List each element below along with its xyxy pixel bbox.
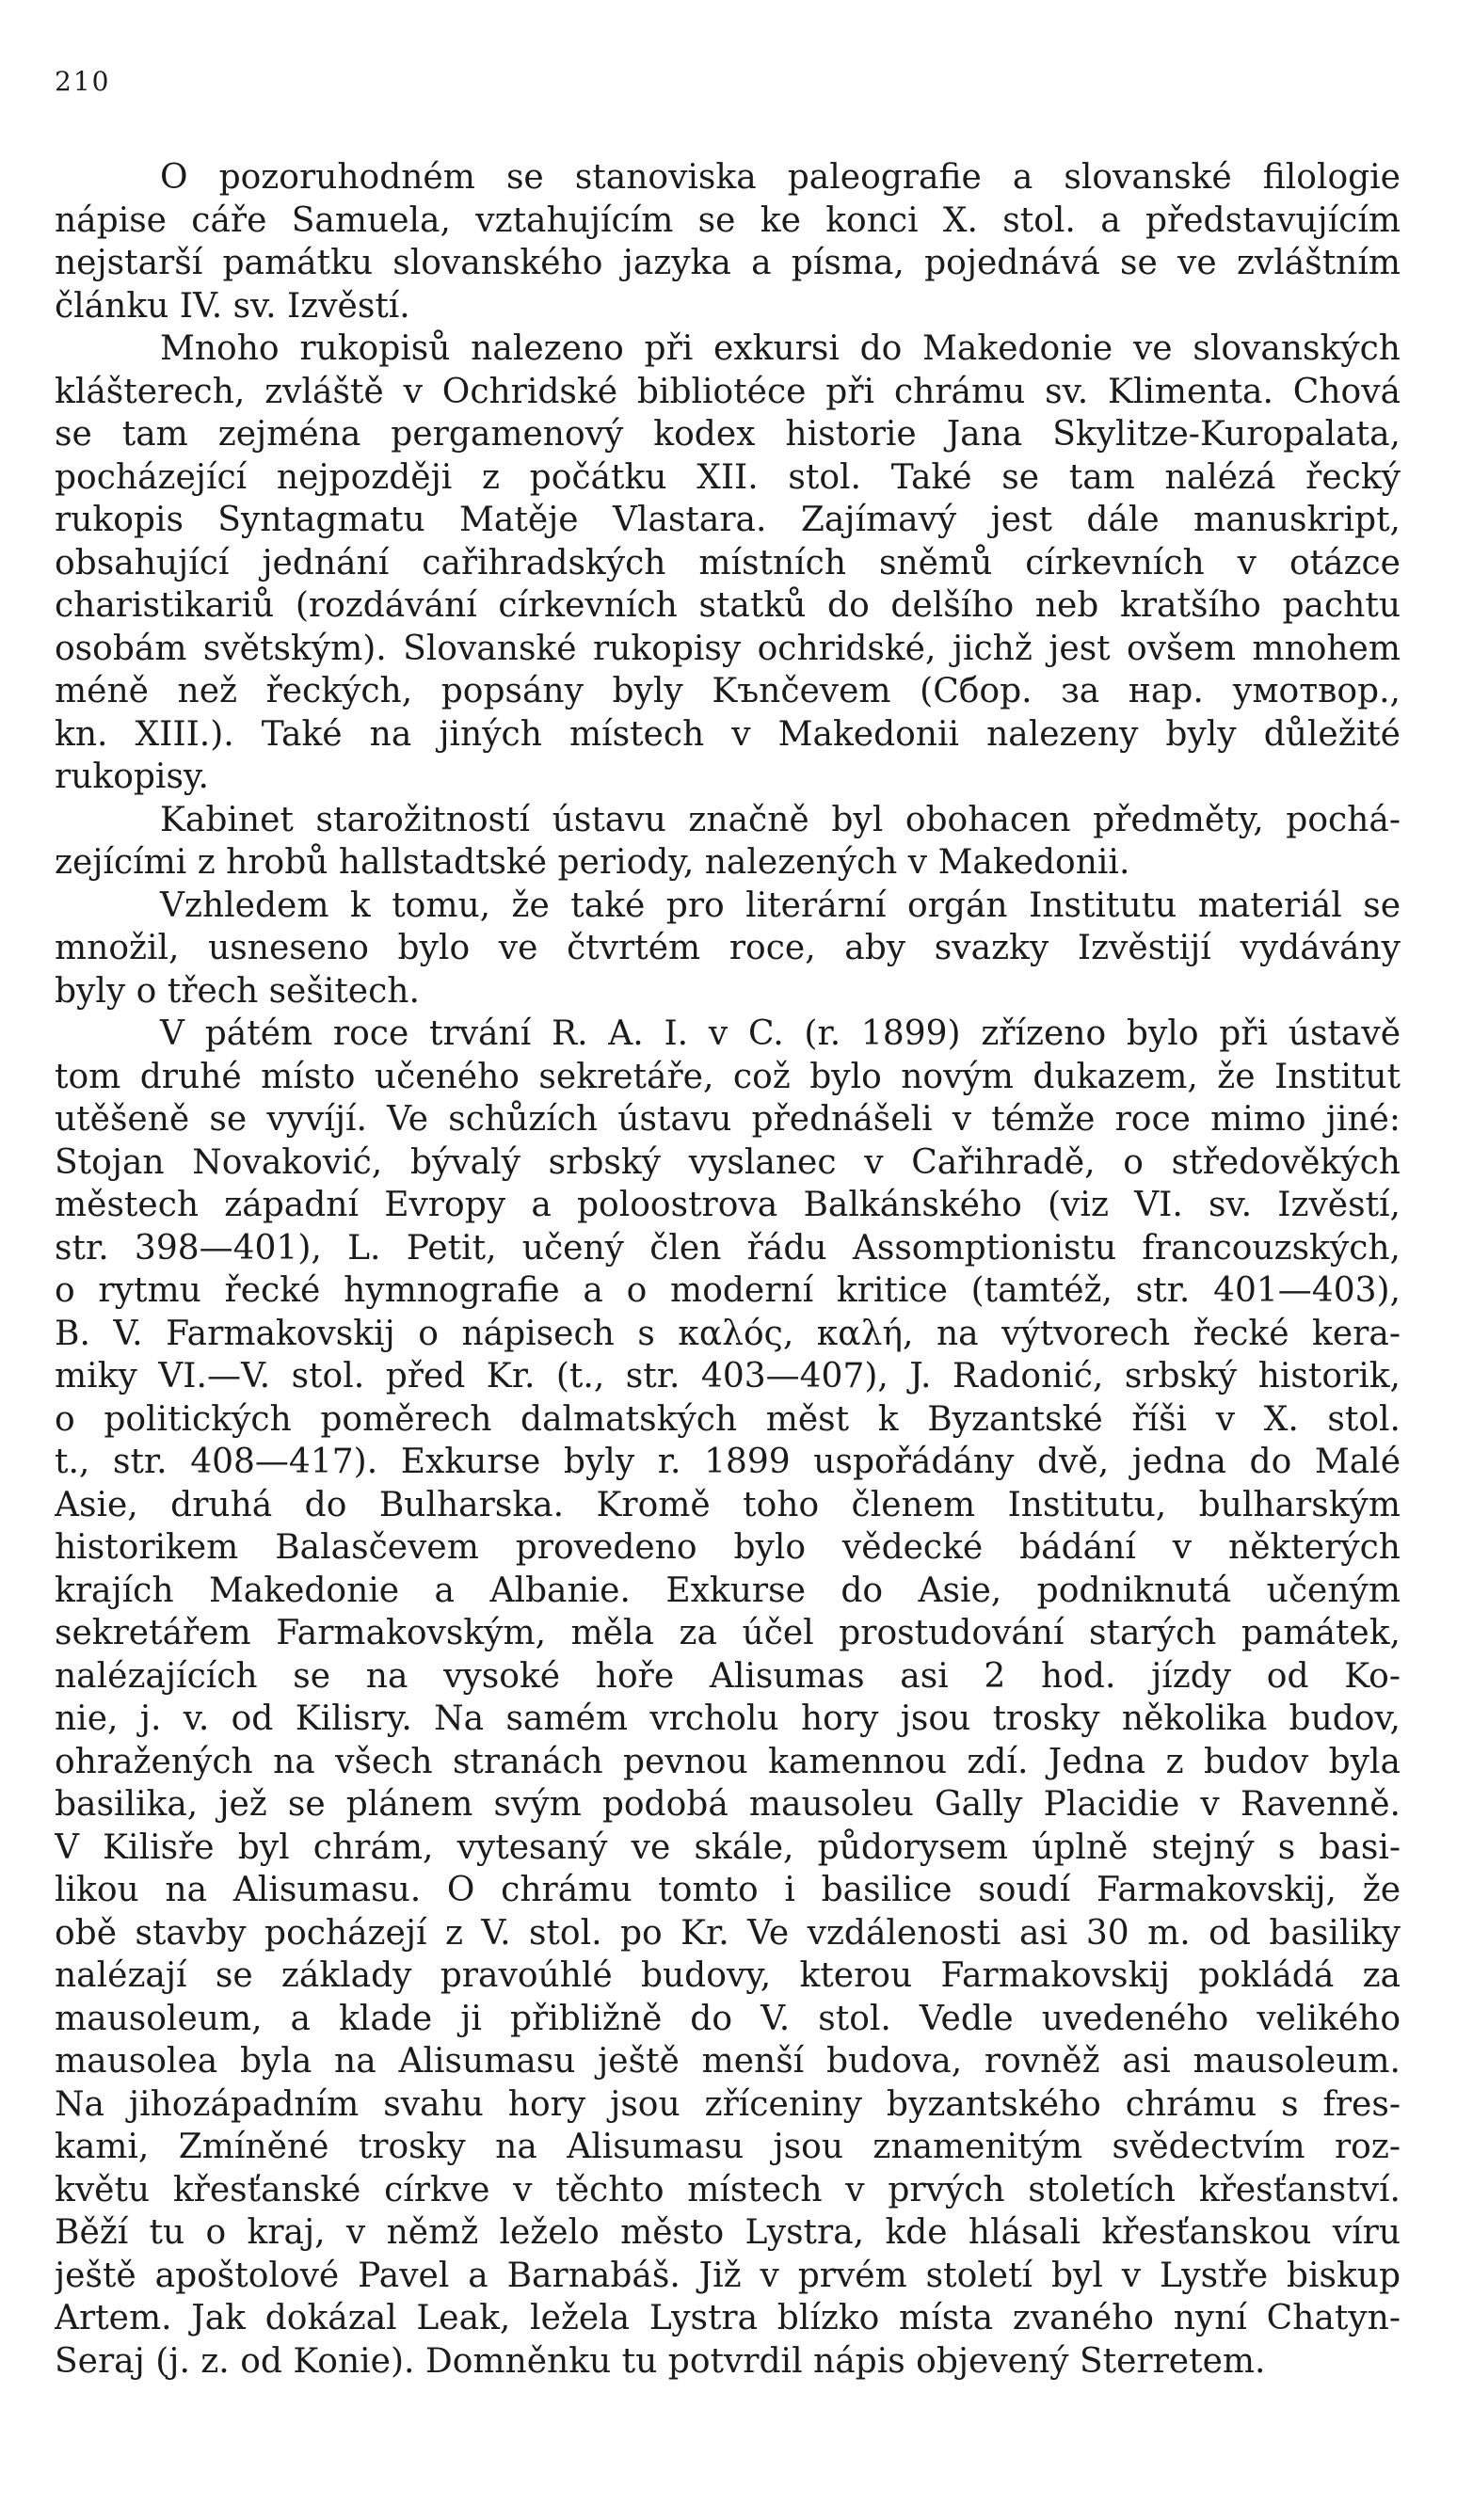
text-line: tom druhé místo učeného sekretáře, což bylo novým dukazem, že Institut [55,1057,1401,1096]
page-number: 210 [55,66,111,97]
text-line: množil, usneseno bylo ve čtvrtém roce, aby svazky Izvěstijí vydávány [55,929,1401,967]
text-line: zejícími z hrobů hallstadtské periody, nalezených v Makedonii. [55,843,1130,882]
text-line: kami, Zmíněné trosky na Alisumasu jsou znamenitým svědectvím roz- [55,2128,1401,2166]
text-line: méně než řeckých, popsány byly Kъnčevem (Сбор. за нар. умотвор., [55,672,1401,710]
text-line: obě stavby pocházejí z V. stol. po Kr. Ve vzdálenosti asi 30 m. od basiliky [55,1913,1401,1953]
text-line: miky VI.—V. stol. před Kr. (t., str. 403—407), J. Radonić, srbský historik, [55,1357,1401,1396]
text-line: Běží tu o kraj, v němž leželo město Lystra, kde hlásali křesťanskou víru [55,2213,1401,2252]
text-line: článku IV. sv. Izvěstí. [55,286,410,326]
text-line: nalézajících se na vysoké hoře Alisumas asi 2 hod. jízdy od Ko- [55,1656,1401,1696]
text-line: nápise cáře Samuela, vztahujícím se ke konci X. stol. a představujícím [55,200,1401,240]
text-line: likou na Alisumasu. O chrámu tomto i basilice soudí Farmakovskij, že [55,1871,1401,1909]
text-line: o rytmu řecké hymnografie a o moderní kritice (tamtéž, str. 401—403), [55,1271,1401,1310]
text-line: historikem Balasčevem provedeno bylo vědecké bádání v některých [55,1528,1401,1567]
text-line: o politických poměrech dalmatských měst k Byzantské říši v X. stol. [55,1399,1401,1439]
text-line: rukopis Syntagmatu Matěje Vlastara. Zajímavý jest dále manuskript, [55,501,1401,539]
text-line: klášterech, zvláště v Ochridské bibliotéce při chrámu sv. Klimenta. Chová [55,372,1401,411]
text-line: Na jihozápadním svahu hory jsou zříceniny byzantského chrámu s fres- [55,2084,1401,2124]
text-line: basilika, jež se plánem svým podobá mausoleu Gally Placidie v Ravenně. [55,1785,1401,1824]
text-line: Asie, druhá do Bulharska. Kromě toho členem Institutu, bulharským [55,1485,1401,1524]
text-line: květu křesťanské církve v těchto místech v prvých stoletích křesťanství. [55,2170,1401,2209]
text-line: pocházející nejpozději z počátku XII. stol. Také se tam nalézá řecký [55,457,1401,497]
text-line: nie, j. v. od Kilisry. Na samém vrcholu hory jsou trosky několika budov, [55,1699,1401,1738]
text-line: V Kilisře byl chrám, vytesaný ve skále, půdorysem úplně stejný s basi- [55,1827,1401,1867]
text-line: se tam zejména pergamenový kodex historie Jana Skylitze-Kuropalata, [55,415,1401,454]
body-text [55,156,1401,2383]
text-line: str. 398—401), L. Petit, učený člen řádu Assomptionistu francouzských, [55,1228,1401,1268]
text-line: B. V. Farmakovskij o nápisech s καλός, καλή, na výtvorech řecké kera- [55,1314,1401,1353]
text-line: mausolea byla na Alisumasu ještě menší budova, rovněž asi mausoleum. [55,2042,1401,2081]
text-line: městech západní Evropy a poloostrova Balkánského (viz VI. sv. Izvěstí, [55,1186,1401,1224]
text-line: V pátém roce trvání R. A. I. v C. (r. 1899) zřízeno bylo při ústavě [160,1014,1401,1053]
text-line: Artem. Jak dokázal Leak, ležela Lystra blízko místa zvaného nyní Chatyn- [55,2299,1401,2337]
text-line: utěšeně se vyvíjí. Ve schůzích ústavu přednášeli v témže roce mimo jiné: [55,1100,1401,1139]
text-line: nalézají se základy pravoúhlé budovy, kterou Farmakovskij pokládá za [55,1956,1401,1995]
text-line: rukopisy. [55,758,209,796]
text-line: t., str. 408—417). Exkurse byly r. 1899 uspořádány dvě, jedna do Malé [55,1443,1401,1481]
text-line: Kabinet starožitností ústavu značně byl obohacen předměty, pochá- [160,800,1401,839]
text-line: nejstarší památku slovanského jazyka a písma, pojednává se ve zvláštním [55,244,1401,282]
text-line: O pozoruhodném se stanoviska paleografie a slovanské filologie [160,158,1401,197]
text-line: kn. XIII.). Také na jiných místech v Makedonii nalezeny byly důležité [55,714,1401,754]
text-line: Stojan Novaković, bývalý srbský vyslanec v Cařihradě, o středověkých [55,1142,1401,1182]
text-line: Vzhledem k tomu, že také pro literární orgán Institutu materiál se [160,885,1401,925]
text-line: krajích Makedonie a Albanie. Exkurse do Asie, podniknutá učeným [55,1571,1401,1610]
text-line: osobám světským). Slovanské rukopisy ochridské, jichž jest ovšem mnohem [55,629,1401,668]
text-line: obsahující jednání cařihradských místních sněmů církevních v otázce [55,543,1401,582]
text-line: mausoleum, a klade ji přibližně do V. stol. Vedle uvedeného velikého [55,1999,1401,2038]
text-line: Mnoho rukopisů nalezeno při exkursi do Makedonie ve slovanských [160,329,1401,368]
text-line: ohražených na všech stranách pevnou kamennou zdí. Jedna z budov byla [55,1742,1401,1781]
text-line: byly o třech sešitech. [55,971,420,1011]
text-line: sekretářem Farmakovským, měla za účel prostudování starých památek, [55,1614,1401,1652]
text-line: charistikariů (rozdávání církevních statků do delšího neb kratšího pachtu [55,586,1401,625]
text-line: Seraj (j. z. od Konie). Domněnku tu potvrdil nápis objevený Sterretem. [55,2341,1266,2381]
text-line: ještě apoštolové Pavel a Barnabáš. Již v prvém století byl v Lystře biskup [55,2256,1401,2295]
